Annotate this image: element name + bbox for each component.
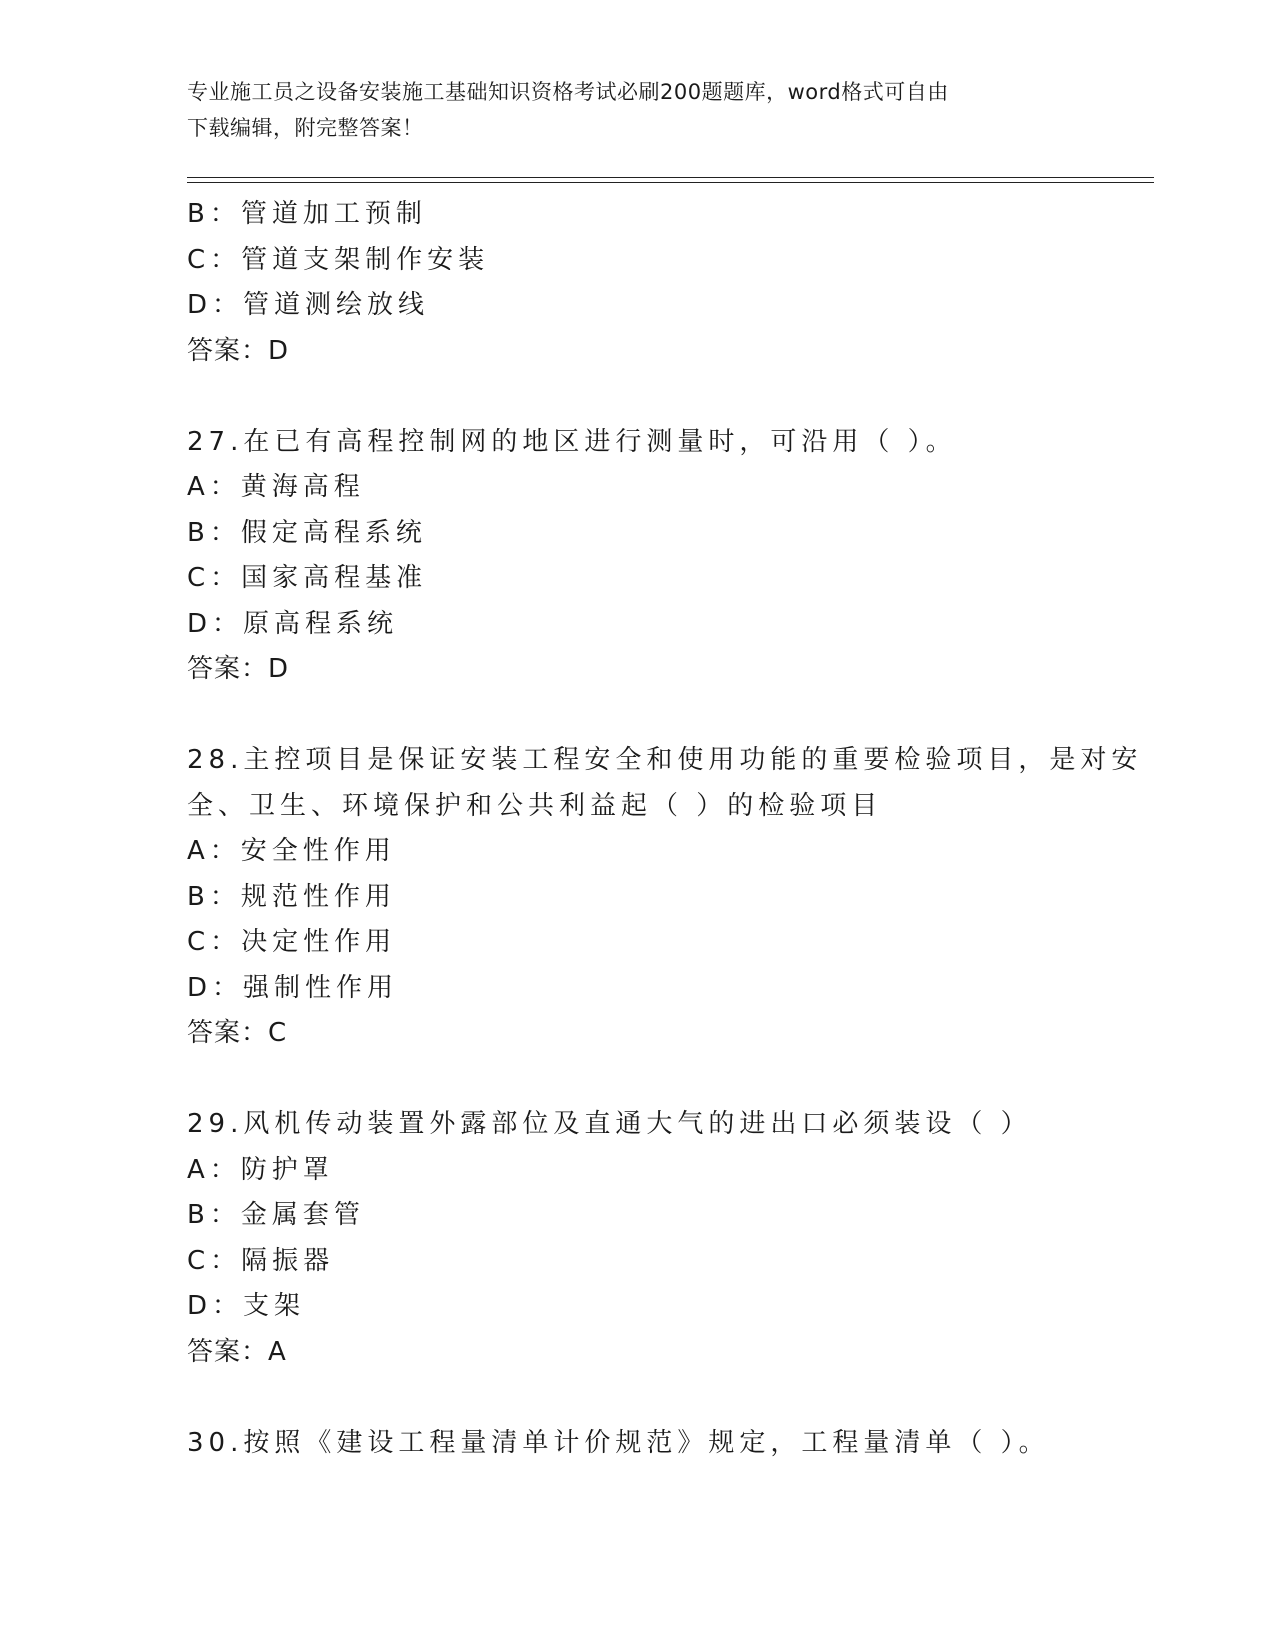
option-c: C：国家高程基准 <box>187 563 428 593</box>
answer-line: 答案：A <box>187 1336 287 1367</box>
option-d: D：强制性作用 <box>187 972 399 1003</box>
option-c: C：决定性作用 <box>187 927 397 957</box>
option-a: A：防护罩 <box>187 1154 334 1185</box>
spacer <box>187 374 1087 420</box>
header-line-1: 专业施工员之设备安装施工基础知识资格考试必刷200题题库，word格式可自由 <box>187 80 949 104</box>
answer-line: 答案：D <box>187 335 290 366</box>
question-30 <box>187 1421 1087 1467</box>
option-a: A：安全性作用 <box>187 836 396 866</box>
spacer <box>187 1375 1087 1421</box>
header-divider-bottom <box>187 182 1154 183</box>
question-26-tail <box>187 192 1087 374</box>
option-b: B：假定高程系统 <box>187 517 427 548</box>
option-c: C：隔振器 <box>187 1245 335 1276</box>
option-d: D：管道测绘放线 <box>187 290 430 320</box>
option-b: B：规范性作用 <box>187 881 396 912</box>
option-b: B：管道加工预制 <box>187 199 427 229</box>
option-d: D：支架 <box>187 1291 306 1321</box>
question-stem-line-1: 28.主控项目是保证安装工程安全和使用功能的重要检验项目，是对安 <box>187 745 1143 775</box>
question-28 <box>187 738 1143 1057</box>
question-stem: 30.按照《建设工程量清单计价规范》规定，工程量清单（ ）。 <box>187 1427 1050 1458</box>
option-a: A：黄海高程 <box>187 472 365 502</box>
question-stem-line-2: 全、卫生、环境保护和公共利益起（ ）的检验项目 <box>187 790 883 821</box>
option-d: D：原高程系统 <box>187 608 399 639</box>
document-header <box>187 74 1067 146</box>
spacer <box>187 693 1087 739</box>
header-divider-top <box>187 177 1154 178</box>
question-29 <box>187 1102 1087 1375</box>
question-27 <box>187 420 1087 693</box>
question-stem: 29.风机传动装置外露部位及直通大气的进出口必须装设（ ） <box>187 1109 1032 1139</box>
answer-line: 答案：C <box>187 1018 288 1048</box>
question-list <box>187 192 1143 1466</box>
spacer <box>187 1057 1087 1103</box>
answer-line: 答案：D <box>187 654 290 684</box>
option-c: C：管道支架制作安装 <box>187 244 490 275</box>
header-line-2: 下载编辑，附完整答案！ <box>187 116 424 140</box>
question-stem: 27.在已有高程控制网的地区进行测量时，可沿用（ ）。 <box>187 426 957 457</box>
option-b: B：金属套管 <box>187 1200 365 1230</box>
